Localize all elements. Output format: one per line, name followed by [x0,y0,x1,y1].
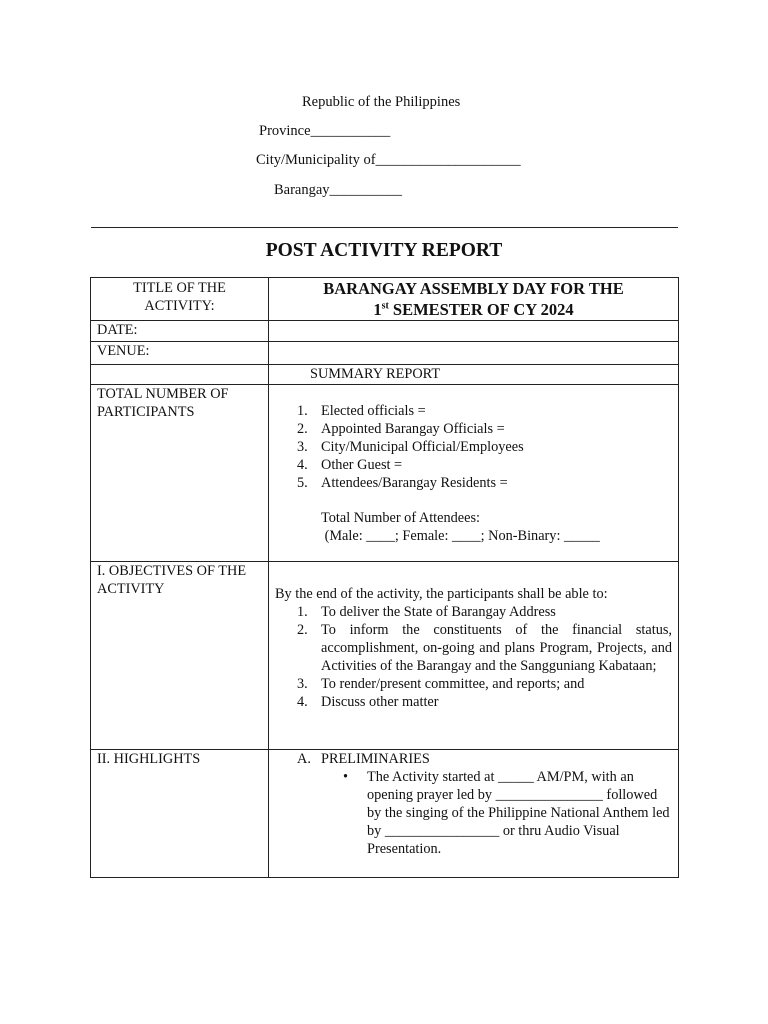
venue-label: VENUE: [97,343,150,359]
date-value-cell[interactable] [269,321,679,342]
objectives-list [275,603,672,711]
list-item: A. PRELIMINARIES [297,751,430,767]
row-highlights [91,750,679,878]
objectives-label: I. OBJECTIVES OF THE ACTIVITY [97,563,247,597]
list-item: 1. To deliver the State of Barangay Address [297,604,556,620]
activity-title-sup: st [381,300,389,312]
list-item: 3. To render/present committee, and reports; and [297,676,585,692]
city-line: City/Municipality of____________________ [256,152,521,168]
title-label-cell [91,278,269,321]
participants-label-cell [91,385,269,562]
objectives-value-cell [269,562,679,750]
objectives-label-cell [91,562,269,750]
activity-title-cell [269,278,679,321]
summary-label-cell [269,365,679,385]
date-label-cell [91,321,269,342]
venue-label-cell [91,342,269,365]
summary-label: SUMMARY REPORT [310,366,441,382]
highlights-label: II. HIGHLIGHTS [97,751,201,767]
objectives-intro: By the end of the activity, the participants shall be able to: [275,586,608,602]
participants-label: TOTAL NUMBER OF PARTICIPANTS [97,386,229,420]
page-title: POST ACTIVITY REPORT [265,240,503,261]
preliminaries-bullets [275,768,672,858]
list-item [275,768,672,858]
preliminaries-label: PRELIMINARIES [321,751,430,767]
province-line: Province___________ [259,123,391,139]
row-title [91,278,679,321]
list-item: 4. Discuss other matter [297,694,439,710]
row-venue [91,342,679,365]
header-divider [91,227,678,228]
row-objectives [91,562,679,750]
gender-breakdown: (Male: ____; Female: ____; Non-Binary: _____ [321,528,600,544]
list-item: 1. Elected officials = [297,403,426,419]
activity-title-ordinal: 1 [373,300,382,319]
list-item: 3. City/Municipal Official/Employees [297,439,524,455]
list-item: 4. Other Guest = [297,457,403,473]
list-item: 2. Appointed Barangay Officials = [297,421,505,437]
highlights-value-cell [269,750,679,878]
barangay-line: Barangay__________ [274,182,403,198]
activity-title-line2 [275,299,672,320]
row-date [91,321,679,342]
list-item: 5. Attendees/Barangay Residents = [297,475,508,491]
highlight-text: The Activity started at _____ AM/PM, with an opening prayer led by _______________ followed by the singing of the Philippine National Anthem led by ________________ or thru Audio Visual Presentation. [367,769,670,857]
list-item: 2. To inform the constituents of the financial status, accomplishment, on-going and plans Program, Projects, and Activities of the Barangay and the Sangguniang Kabataan; [297,622,672,674]
highlights-label-cell [91,750,269,878]
activity-title-line1: BARANGAY ASSEMBLY DAY FOR THE [323,279,624,298]
bullet-icon: • [343,769,349,785]
venue-value-cell[interactable] [269,342,679,365]
summary-blank-cell [91,365,269,385]
participants-value-cell [269,385,679,562]
date-label: DATE: [97,322,138,338]
title-label: TITLE OF THE ACTIVITY: [133,280,226,314]
row-summary [91,365,679,385]
report-table [90,277,679,878]
highlights-list [275,750,672,768]
row-participants [91,385,679,562]
participants-list [275,402,672,492]
total-attendees: Total Number of Attendees: [321,510,481,526]
republic-line: Republic of the Philippines [302,94,461,110]
activity-title-rest: SEMESTER OF CY 2024 [388,300,574,319]
